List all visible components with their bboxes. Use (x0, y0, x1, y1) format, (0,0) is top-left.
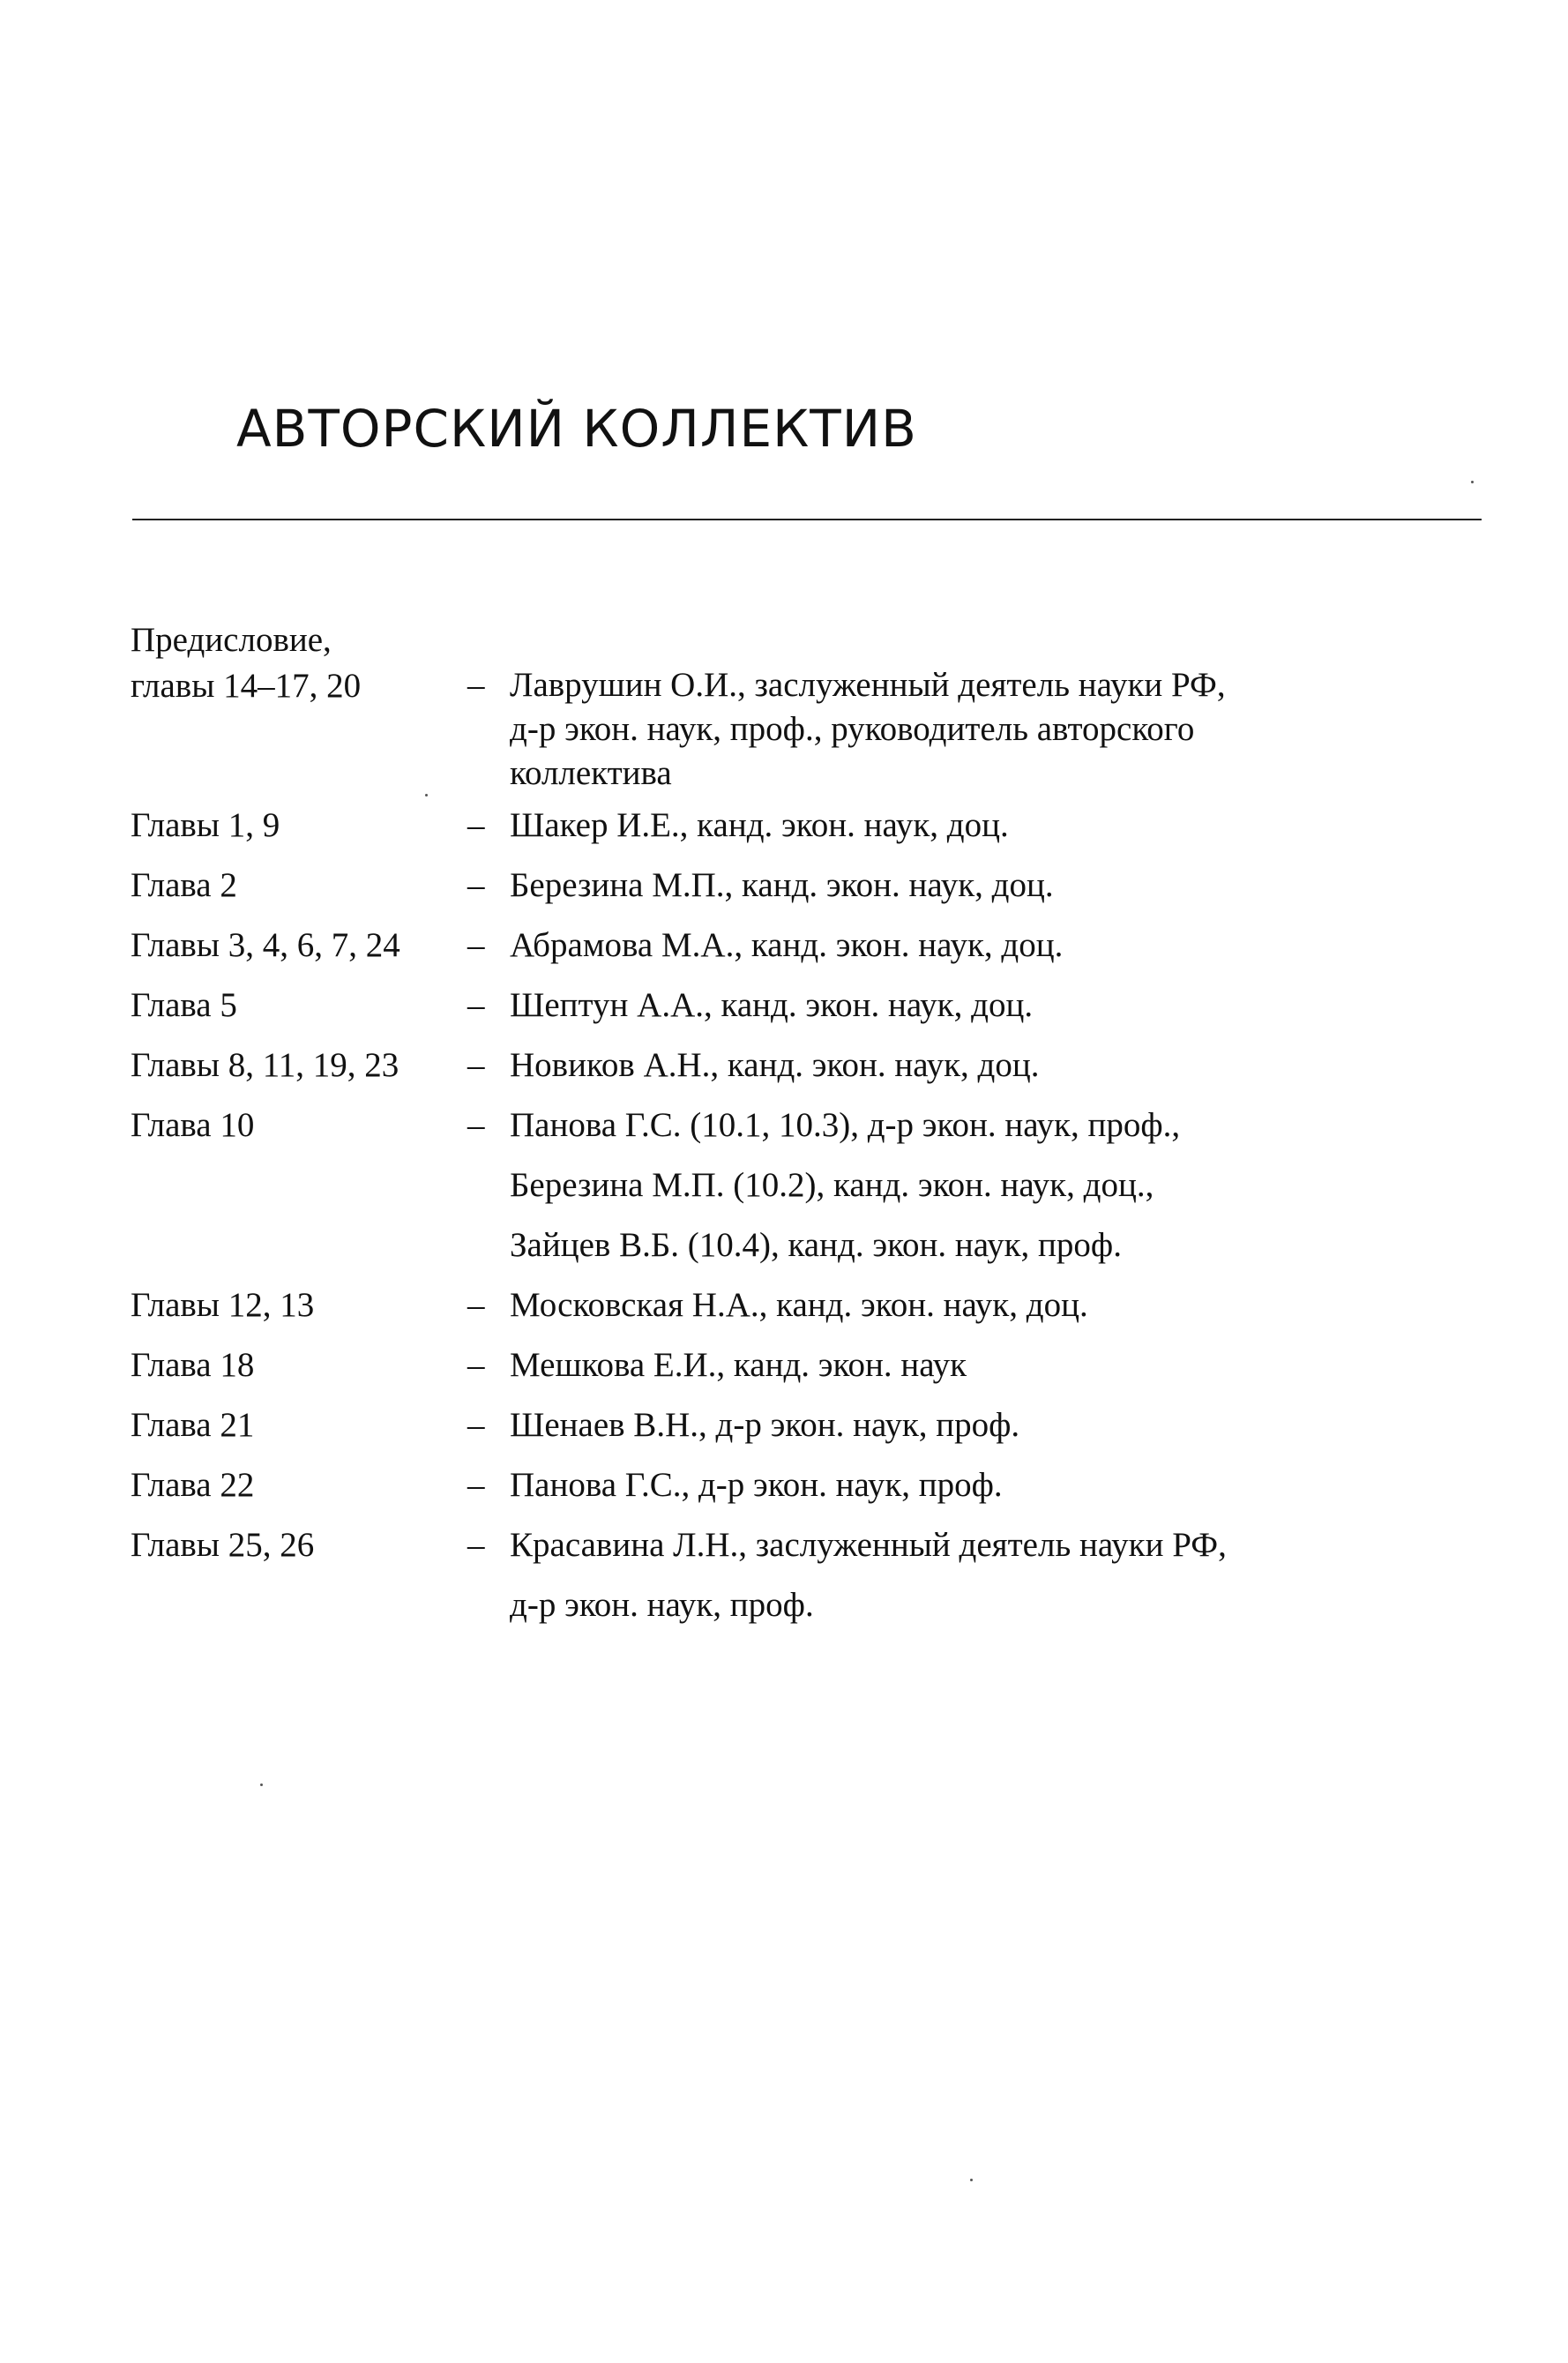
entry-text (467, 796, 1453, 856)
entry-label: Глава 5 (131, 986, 237, 1024)
entry-label: Главы 12, 13 (131, 1286, 315, 1324)
entry-lines (510, 1515, 1453, 1635)
entry-lines (510, 1395, 1453, 1455)
entry-dash: – (467, 666, 485, 704)
entry-label: Главы 8, 11, 19, 23 (131, 1046, 399, 1084)
entry-label: Глава 22 (131, 1466, 255, 1504)
entry-dash: – (467, 1346, 485, 1384)
entry-dash: – (467, 926, 485, 964)
entry-lines (510, 1275, 1453, 1335)
entry-text (467, 856, 1453, 916)
entry-line: Березина М.П., канд. экон. наук, доц. (510, 866, 1054, 904)
scan-speck (425, 794, 428, 796)
entry-line: Красавина Л.Н., заслуженный деятель науки РФ, (510, 1526, 1227, 1564)
entry-label (131, 617, 467, 709)
author-entry-ch8-23 (131, 1036, 1453, 1096)
scan-speck (970, 2179, 973, 2181)
entry-lines (510, 1096, 1453, 1275)
entry-text (467, 916, 1453, 976)
entry-dash: – (467, 806, 485, 844)
entry-lines (510, 916, 1453, 976)
entry-lines (510, 856, 1453, 916)
entry-line: Новиков А.Н., канд. экон. наук, доц. (510, 1046, 1040, 1084)
entry-text (467, 1395, 1453, 1455)
entry-label: Главы 25, 26 (131, 1526, 315, 1564)
entry-label-line: Предисловие, (131, 621, 332, 659)
author-entry-ch10 (131, 1096, 1453, 1275)
entry-dash: – (467, 866, 485, 904)
entry-line: Лаврушин О.И., заслуженный деятель науки РФ, (510, 666, 1226, 704)
entry-text (467, 663, 1453, 796)
entry-text (467, 1036, 1453, 1096)
author-entry-ch12-13 (131, 1275, 1453, 1335)
entry-line: Панова Г.С. (10.1, 10.3), д-р экон. наук, проф., (510, 1106, 1181, 1144)
scan-speck (260, 1783, 263, 1786)
author-entry-ch5 (131, 976, 1453, 1036)
entry-text (467, 1275, 1453, 1335)
entry-label: Глава 18 (131, 1346, 255, 1384)
entry-text (467, 1335, 1453, 1395)
entry-line: Панова Г.С., д-р экон. наук, проф. (510, 1466, 1003, 1504)
entry-dash: – (467, 1286, 485, 1324)
entry-label: Глава 2 (131, 866, 237, 904)
entry-label: Главы 1, 9 (131, 806, 280, 844)
entry-label: Главы 3, 4, 6, 7, 24 (131, 926, 400, 964)
entry-text (467, 1096, 1453, 1275)
entry-text (467, 1515, 1453, 1635)
author-entry-ch25-26 (131, 1515, 1453, 1635)
entry-lines (510, 1455, 1453, 1515)
entry-line: д-р экон. наук, проф. (510, 1586, 814, 1624)
page-title: АВТОРСКИЙ КОЛЛЕКТИВ (236, 399, 917, 459)
entry-dash: – (467, 1406, 485, 1444)
entry-lines (510, 1036, 1453, 1096)
author-entry-ch18 (131, 1335, 1453, 1395)
entry-text (467, 1455, 1453, 1515)
author-list (131, 617, 1453, 1635)
author-entry-ch1-9 (131, 796, 1453, 856)
entry-line: Шенаев В.Н., д-р экон. наук, проф. (510, 1406, 1020, 1444)
entry-lines (510, 1335, 1453, 1395)
author-entry-ch3-24 (131, 916, 1453, 976)
entry-line: Шакер И.Е., канд. экон. наук, доц. (510, 806, 1009, 844)
entry-line: Московская Н.А., канд. экон. наук, доц. (510, 1286, 1088, 1324)
entry-dash: – (467, 986, 485, 1024)
entry-label: Глава 21 (131, 1406, 255, 1444)
entry-label-line: главы 14–17, 20 (131, 667, 362, 705)
entry-dash: – (467, 1106, 485, 1144)
author-entry-preface (131, 617, 1453, 796)
entry-line: Зайцев В.Б. (10.4), канд. экон. наук, проф. (510, 1226, 1122, 1264)
author-entry-ch21 (131, 1395, 1453, 1455)
entry-line: д-р экон. наук, проф., руководитель авторского (510, 710, 1195, 748)
entry-lines (510, 976, 1453, 1036)
scan-speck (1471, 481, 1474, 483)
title-divider (132, 519, 1482, 520)
entry-lines (510, 663, 1453, 796)
entry-label: Глава 10 (131, 1106, 255, 1144)
entry-line: Абрамова М.А., канд. экон. наук, доц. (510, 926, 1064, 964)
entry-dash: – (467, 1046, 485, 1084)
author-entry-ch2 (131, 856, 1453, 916)
entry-dash: – (467, 1526, 485, 1564)
entry-line: Мешкова Е.И., канд. экон. наук (510, 1346, 967, 1384)
author-entry-ch22 (131, 1455, 1453, 1515)
entry-text (467, 976, 1453, 1036)
entry-line: коллектива (510, 754, 672, 792)
entry-lines (510, 796, 1453, 856)
entry-dash: – (467, 1466, 485, 1504)
entry-line: Шептун А.А., канд. экон. наук, доц. (510, 986, 1034, 1024)
entry-line: Березина М.П. (10.2), канд. экон. наук, доц., (510, 1166, 1154, 1204)
